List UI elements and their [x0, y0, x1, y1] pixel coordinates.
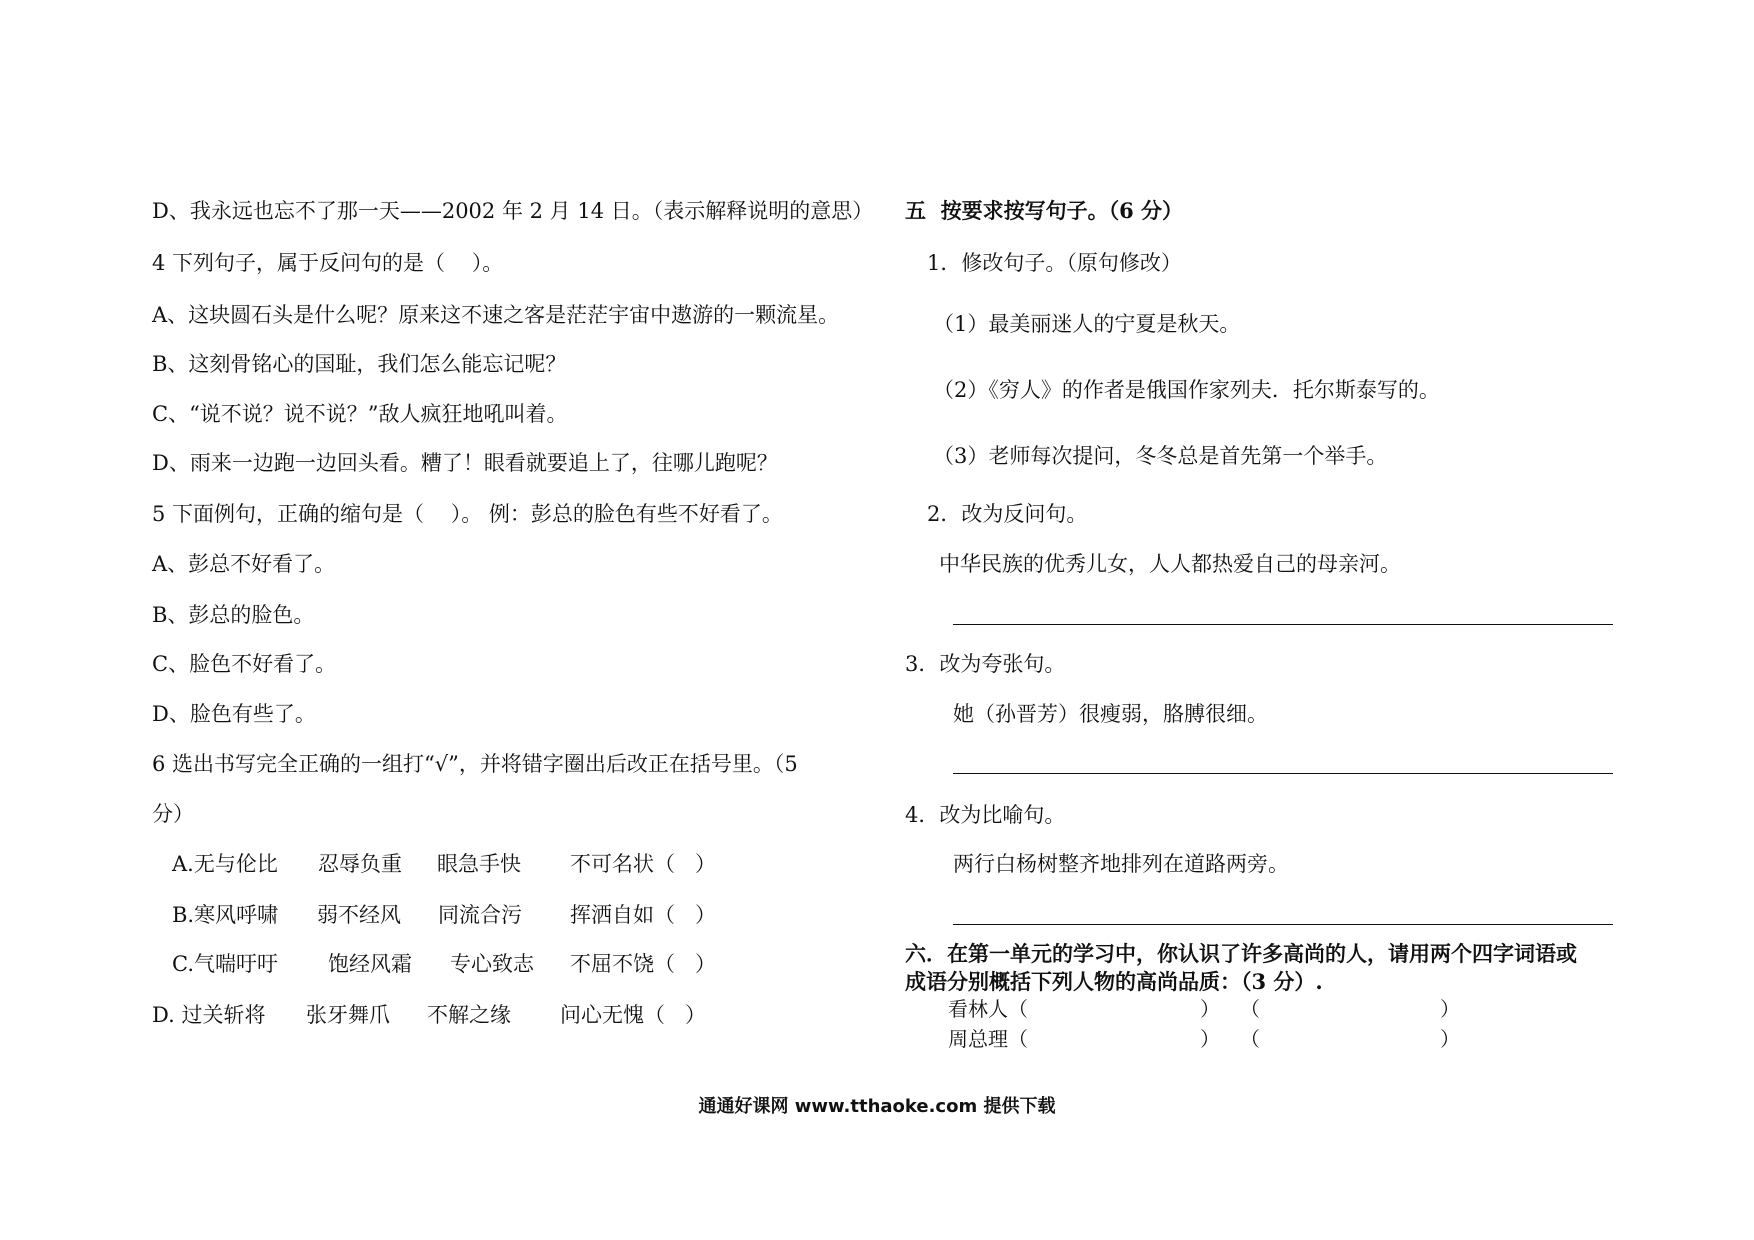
q5-option-a: A、彭总不好看了。	[152, 552, 336, 576]
q6-word: 不屈不饶（ ）	[570, 952, 717, 976]
q6-word: 问心无愧（ ）	[560, 1003, 707, 1027]
q6-word: D. 过关斩将	[152, 1003, 266, 1027]
s6-blank1-close: ）	[1200, 997, 1220, 1021]
s6-blank2-open: （	[1240, 997, 1260, 1021]
q6-word: C.气喘吁吁	[172, 952, 278, 976]
q6-word: 不解之缘	[427, 1003, 511, 1027]
s5-q1-sentence-1: （1）最美丽迷人的宁夏是秋天。	[933, 312, 1241, 336]
q5-option-c: C、脸色不好看了。	[152, 652, 337, 676]
q6-word: 弱不经风	[317, 903, 401, 927]
q5-option-b: B、彭总的脸色。	[152, 603, 315, 627]
s5-q3-sentence: 她（孙晋芳）很瘦弱，胳膊很细。	[953, 702, 1268, 726]
section6-title-line2: 成语分别概括下列人物的高尚品质：（3 分）.	[905, 969, 1323, 994]
s6-blank2-close: ）	[1440, 997, 1460, 1021]
q6-word: 挥洒自如（ ）	[570, 903, 717, 927]
s5-q4-title: 4．改为比喻句。	[905, 803, 1066, 827]
q6-word: 专心致志	[450, 952, 534, 976]
section5-title: 五 按要求按写句子。（6 分）	[905, 198, 1184, 223]
s5-q1-title: 1．修改句子。（原句修改）	[927, 251, 1182, 275]
s5-q2-title: 2．改为反问句。	[927, 502, 1088, 526]
s5-q1-sentence-2: （2）《穷人》的作者是俄国作家列夫．托尔斯泰写的。	[933, 378, 1440, 402]
q6-word: 不可名状（ ）	[570, 852, 717, 876]
s6-person-label: 周总理（	[948, 1027, 1028, 1051]
q5-option-d: D、脸色有些了。	[152, 702, 316, 726]
s5-q4-answer-line	[953, 924, 1613, 925]
q6-word: 张牙舞爪	[306, 1003, 390, 1027]
q6-word: 同流合污	[438, 903, 522, 927]
page-footer: 通通好课网 www.tthaoke.com 提供下载	[698, 1096, 1056, 1117]
q4-option-b: B、这刻骨铭心的国耻，我们怎么能忘记呢？	[152, 352, 567, 376]
s6-blank2-open: （	[1240, 1027, 1260, 1051]
s5-q2-sentence: 中华民族的优秀儿女，人人都热爱自己的母亲河。	[939, 552, 1401, 576]
q6-stem-line2: 分）	[152, 802, 194, 826]
section6-title-line1: 六．在第一单元的学习中，你认识了许多高尚的人，请用两个四字词语或	[905, 941, 1577, 966]
q4-option-c: C、“说不说？说不说？”敌人疯狂地吼叫着。	[152, 402, 568, 426]
s5-q1-sentence-3: （3）老师每次提问，冬冬总是首先第一个举手。	[933, 444, 1388, 468]
s5-q4-sentence: 两行白杨树整齐地排列在道路两旁。	[953, 852, 1289, 876]
s5-q3-answer-line	[953, 773, 1613, 774]
q4-option-a: A、这块圆石头是什么呢？原来这不速之客是茫茫宇宙中遨游的一颗流星。	[152, 303, 840, 327]
q6-word: B.寒风呼啸	[172, 903, 279, 927]
q6-word: A.无与伦比	[172, 852, 278, 876]
s6-person-label: 看林人（	[948, 997, 1028, 1021]
q3-option-d: D、我永远也忘不了那一天——2002 年 2 月 14 日。（表示解释说明的意思）	[152, 199, 874, 223]
s5-q3-title: 3．改为夸张句。	[905, 652, 1066, 676]
q4-option-d: D、雨来一边跑一边回头看。糟了！眼看就要追上了，往哪儿跑呢？	[152, 451, 778, 475]
q5-stem: 5 下面例句，正确的缩句是（ ）。 例：彭总的脸色有些不好看了。	[152, 502, 783, 526]
q4-stem: 4 下列句子，属于反问句的是（ ）。	[152, 251, 504, 275]
q6-stem-line1: 6 选出书写完全正确的一组打“√”，并将错字圈出后改正在括号里。（5	[152, 752, 798, 776]
s5-q2-answer-line	[953, 624, 1613, 625]
q6-word: 忍辱负重	[318, 852, 402, 876]
s6-blank1-close: ）	[1200, 1027, 1220, 1051]
q6-word: 眼急手快	[437, 852, 521, 876]
q6-word: 饱经风霜	[328, 952, 412, 976]
s6-blank2-close: ）	[1440, 1027, 1460, 1051]
